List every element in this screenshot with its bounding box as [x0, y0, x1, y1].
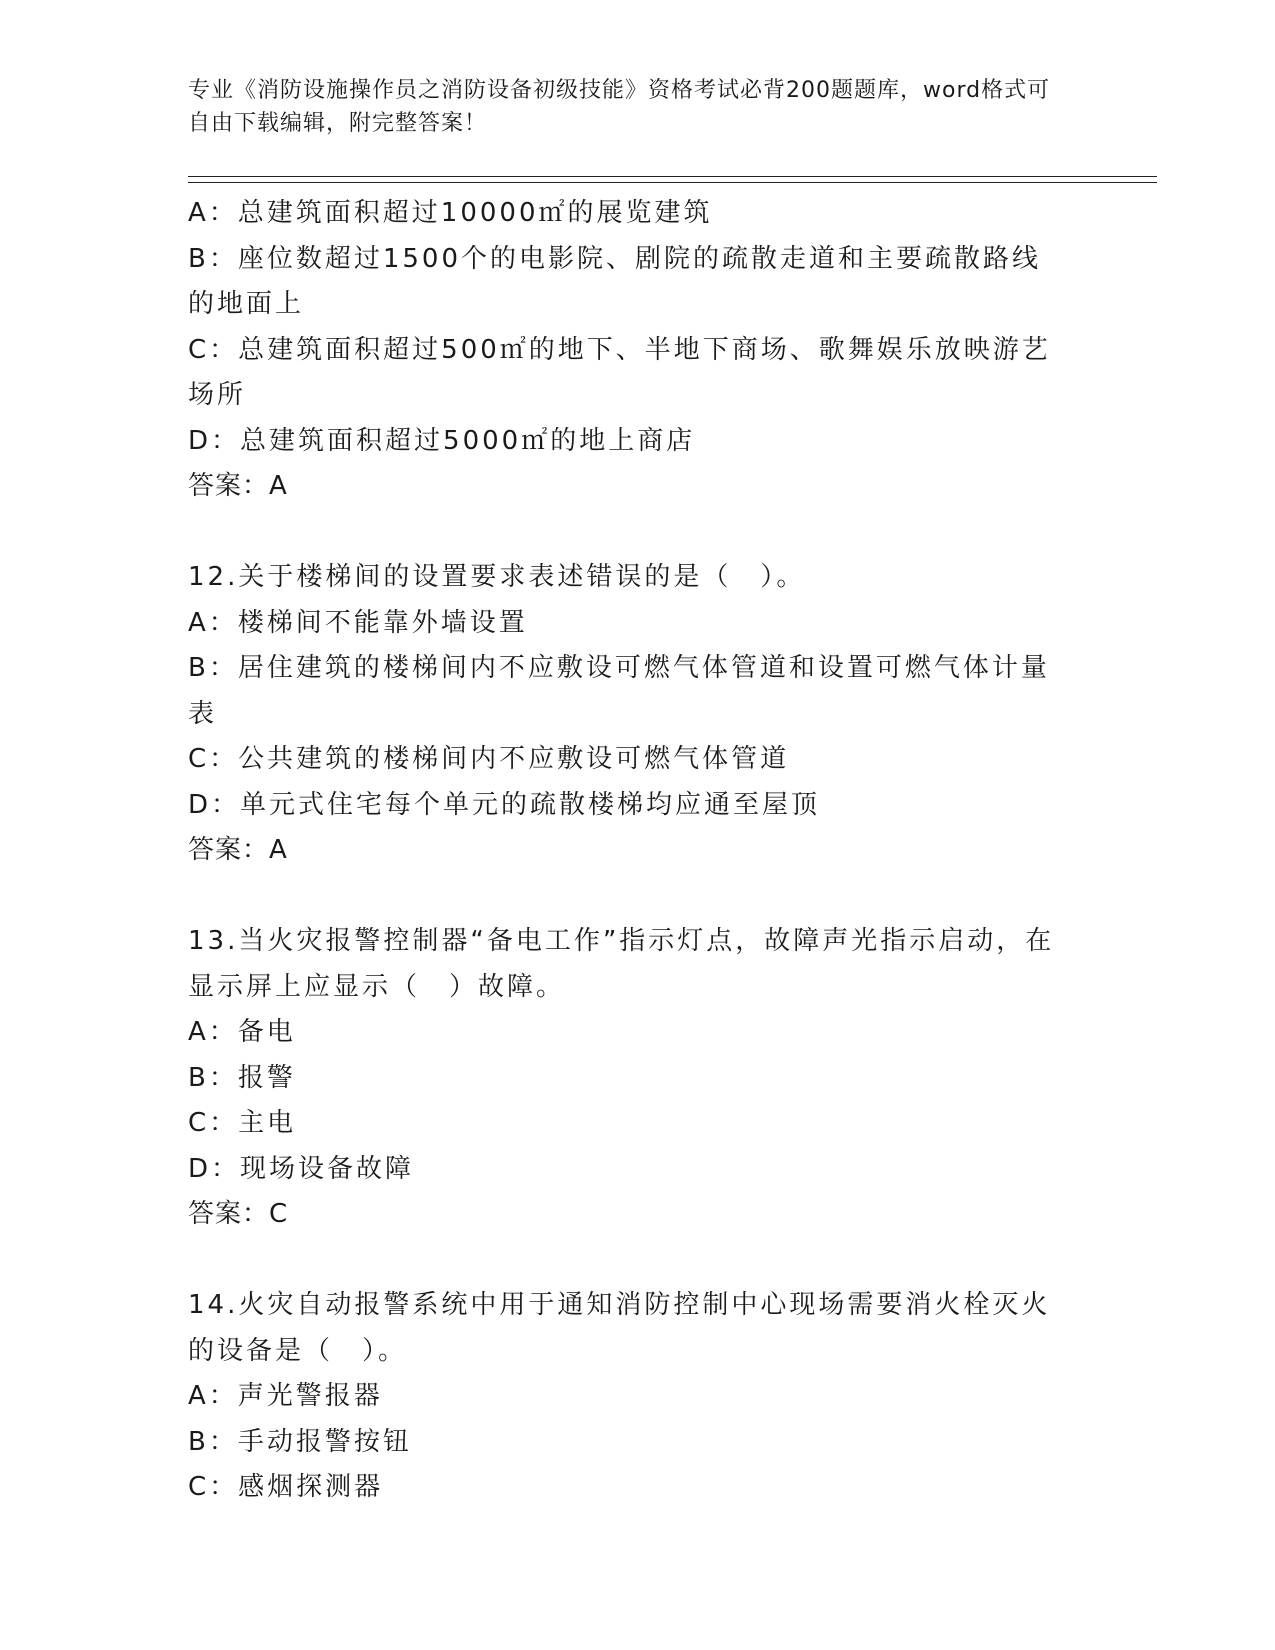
question-13-block	[188, 919, 1068, 1238]
q12-answer: 答案：A	[188, 835, 288, 865]
q11-option-a: A：总建筑面积超过10000㎡的展览建筑	[188, 198, 713, 228]
q13-option-c: C：主电	[188, 1108, 297, 1138]
header-divider-top	[188, 176, 1157, 177]
q13-question: 13.当火灾报警控制器“备电工作”指示灯点，故障声光指示启动，在显示屏上应显示（ ）故障。	[188, 926, 1055, 1002]
q14-option-c: C：感烟探测器	[188, 1472, 384, 1502]
q13-option-a: A：备电	[188, 1017, 296, 1047]
spacer	[188, 874, 1068, 920]
q14-option-b: B：手动报警按钮	[188, 1426, 412, 1457]
q14-option-a: A：声光警报器	[188, 1381, 383, 1411]
q11-answer: 答案：A	[188, 471, 288, 501]
q11-option-c: C：总建筑面积超过500㎡的地下、半地下商场、歌舞娱乐放映游艺场所	[188, 334, 1051, 410]
question-12-block	[188, 555, 1068, 874]
q12-question: 12.关于楼梯间的设置要求表述错误的是（ ）。	[188, 562, 806, 592]
question-content	[188, 191, 1068, 1511]
q13-answer: 答案：C	[188, 1199, 289, 1229]
q11-option-b: B：座位数超过1500个的电影院、剧院的疏散走道和主要疏散路线的地面上	[188, 243, 1042, 319]
q12-option-c: C：公共建筑的楼梯间内不应敷设可燃气体管道	[188, 744, 790, 774]
header-divider-bottom	[188, 182, 1157, 183]
question-14-block	[188, 1283, 1068, 1511]
spacer	[188, 1238, 1068, 1284]
document-header: 专业《消防设施操作员之消防设备初级技能》资格考试必背200题题库，word格式可自由下载编辑，附完整答案！	[188, 78, 1051, 136]
q11-option-d: D：总建筑面积超过5000㎡的地上商店	[188, 425, 696, 456]
q13-option-b: B：报警	[188, 1062, 296, 1093]
q12-option-d: D：单元式住宅每个单元的疏散楼梯均应通至屋顶	[188, 789, 821, 820]
q12-option-a: A：楼梯间不能靠外墙设置	[188, 607, 528, 638]
q12-option-b: B：居住建筑的楼梯间内不应敷设可燃气体管道和设置可燃气体计量表	[188, 653, 1050, 729]
question-11-block	[188, 191, 1068, 510]
q13-option-d: D：现场设备故障	[188, 1153, 415, 1184]
q14-question: 14.火灾自动报警系统中用于通知消防控制中心现场需要消火栓灭火的设备是（ ）。	[188, 1290, 1051, 1366]
spacer	[188, 510, 1068, 556]
